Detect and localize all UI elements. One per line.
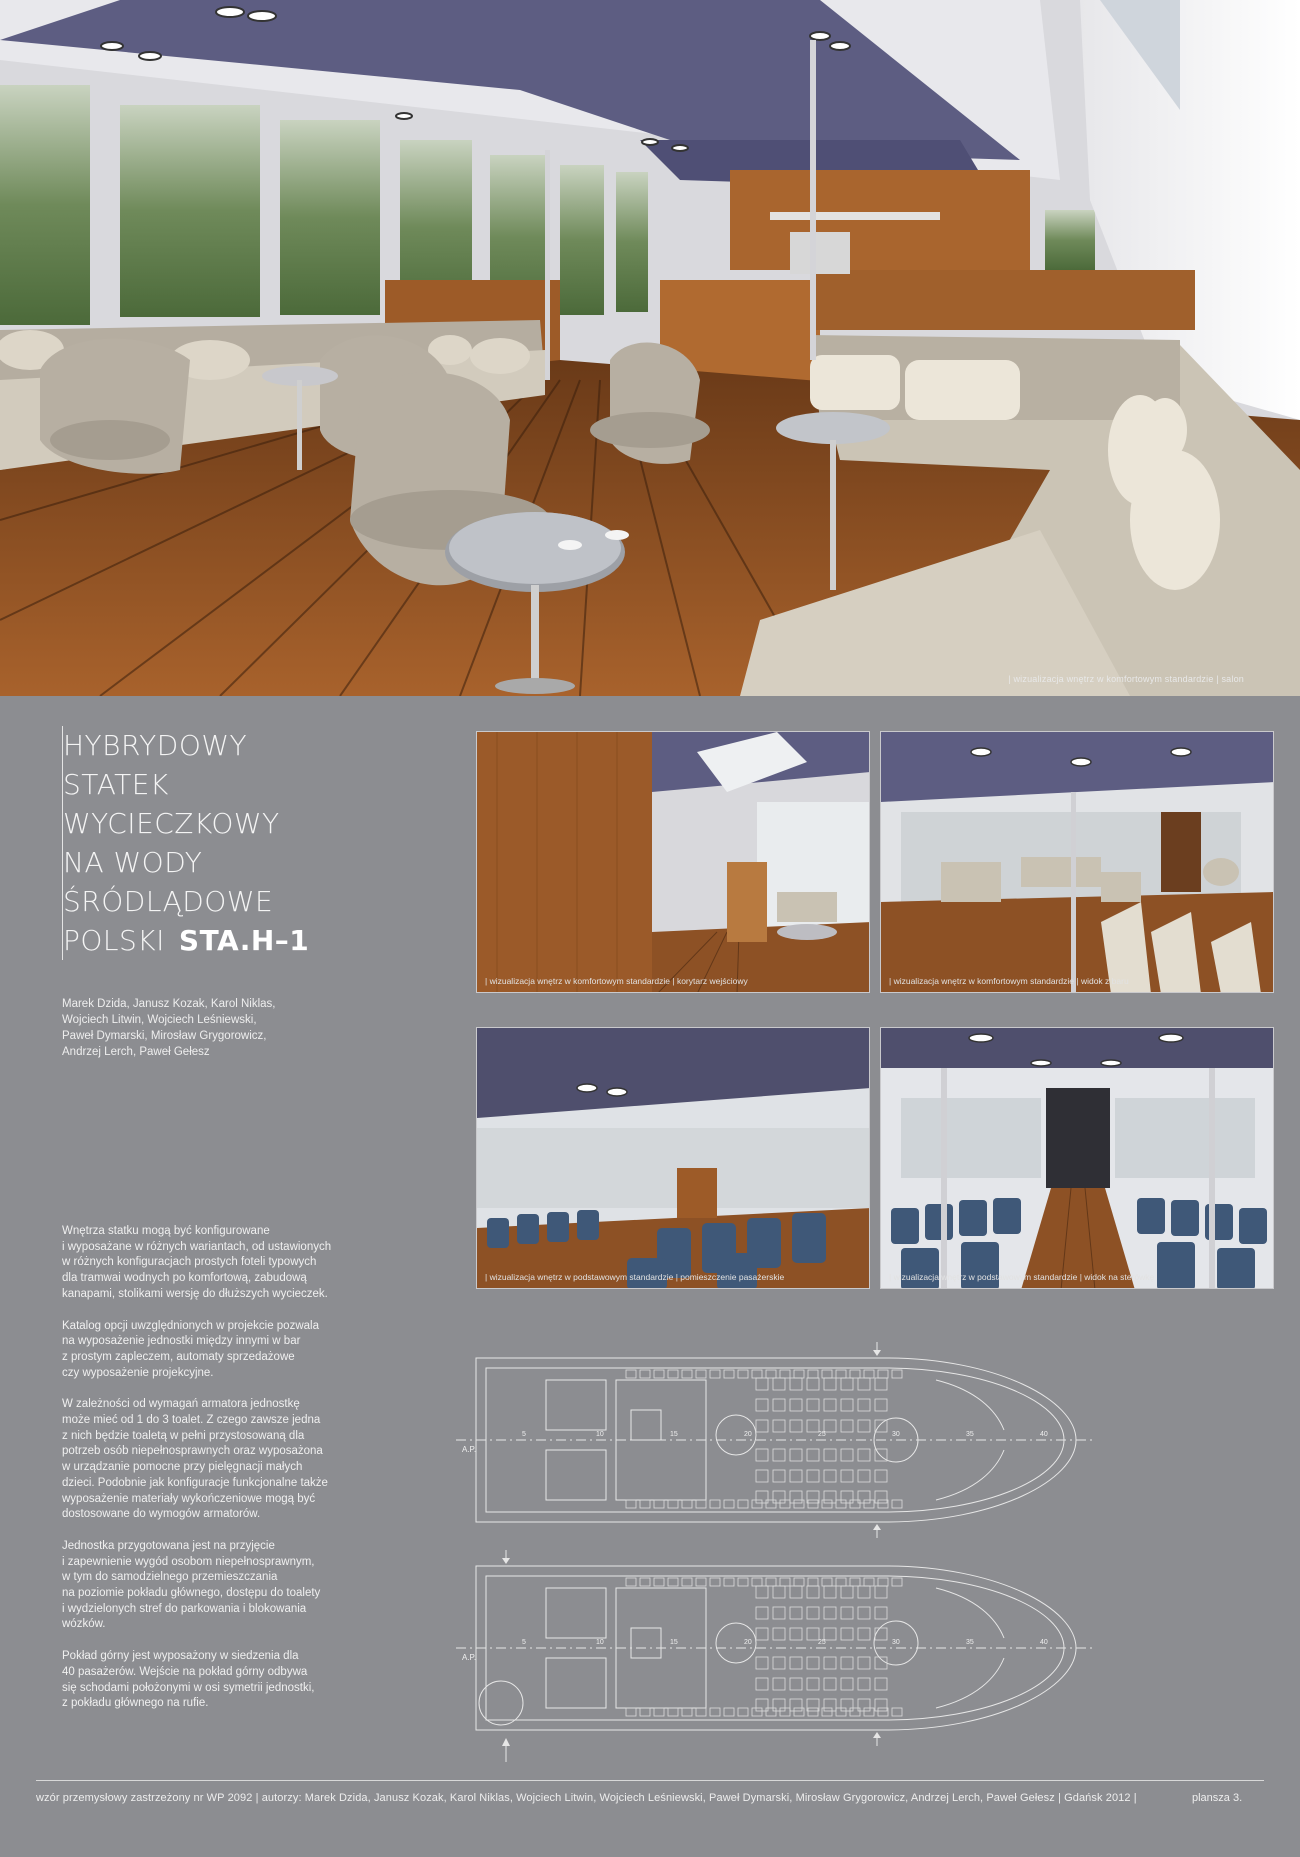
seat-symbol bbox=[858, 1678, 870, 1690]
seat-symbol bbox=[824, 1657, 836, 1669]
seat-symbol bbox=[773, 1399, 785, 1411]
seat-symbol bbox=[756, 1657, 768, 1669]
bench-seat-symbol bbox=[752, 1500, 762, 1508]
frame-number: 30 bbox=[892, 1639, 900, 1646]
corridor-illustration bbox=[477, 732, 870, 993]
bench-seat-symbol bbox=[794, 1578, 804, 1586]
authors-line: Andrzej Lerch, Paweł Gełesz bbox=[62, 1046, 210, 1058]
frame-number: 10 bbox=[596, 1639, 604, 1646]
paragraph-toilets: W zależności od wymagań armatora jednostkę może mieć od 1 do 3 toalet. Z czego zawsze jedna z nich będzie toaletą w pełni przystosowaną dla potrzeb osób niepełnosprawnych oraz wyposażona w urządzanie pomocne przy pielęgnacji małych dzieci. Podobnie jak konfiguracje funkcjonalne także wyposażenie materiały wykończeniowe mogą być dostosowane do wymogów armatorów. bbox=[62, 1398, 328, 1521]
bench-seat-symbol bbox=[668, 1708, 678, 1716]
bench-seat-symbol bbox=[696, 1578, 706, 1586]
seat-symbol bbox=[875, 1378, 887, 1390]
seat-symbol bbox=[858, 1378, 870, 1390]
bench-seat-symbol bbox=[794, 1708, 804, 1716]
seat-symbol bbox=[756, 1628, 768, 1640]
seat-symbol bbox=[824, 1628, 836, 1640]
bench-seat-symbol bbox=[682, 1708, 692, 1716]
seat-symbol bbox=[841, 1607, 853, 1619]
thumbnail-entrance-corridor bbox=[476, 731, 870, 993]
seat-symbol bbox=[841, 1449, 853, 1461]
bench-seat-symbol bbox=[738, 1500, 748, 1508]
seat-symbol bbox=[807, 1607, 819, 1619]
title-line-6 bbox=[63, 921, 422, 960]
frame-number: 40 bbox=[1040, 1431, 1048, 1438]
seat-symbol bbox=[756, 1586, 768, 1598]
footer-divider bbox=[36, 1780, 1264, 1781]
authors-list bbox=[62, 996, 322, 1060]
seat-symbol bbox=[773, 1491, 785, 1503]
seat-symbol bbox=[773, 1657, 785, 1669]
bench-seat-symbol bbox=[766, 1500, 776, 1508]
seat-symbol bbox=[875, 1586, 887, 1598]
bench-seat-symbol bbox=[850, 1500, 860, 1508]
bench-seat-symbol bbox=[640, 1708, 650, 1716]
seat-symbol bbox=[773, 1420, 785, 1432]
frame-number: 25 bbox=[818, 1639, 826, 1646]
seat-symbol bbox=[875, 1470, 887, 1482]
bench-seat-symbol bbox=[766, 1708, 776, 1716]
seat-symbol bbox=[875, 1399, 887, 1411]
bench-seat-symbol bbox=[794, 1370, 804, 1378]
bench-seat-symbol bbox=[626, 1370, 636, 1378]
thumbnail-caption: | wizualizacja wnętrz w podstawowym standardzie | pomieszczenie pasażerskie bbox=[485, 1272, 785, 1282]
seat-symbol bbox=[858, 1470, 870, 1482]
salon-illustration bbox=[0, 0, 1300, 696]
page-number: plansza 3. bbox=[1192, 1792, 1243, 1804]
bench-seat-symbol bbox=[738, 1370, 748, 1378]
seat-symbol bbox=[841, 1657, 853, 1669]
thumbnail-caption: | wizualizacja wnętrz w komfortowym standardzie | widok z baru bbox=[889, 976, 1129, 986]
bench-seat-symbol bbox=[808, 1578, 818, 1586]
thumbnail-passenger-room bbox=[476, 1027, 870, 1289]
title-line-5: ŚRÓDLĄDOWE bbox=[63, 885, 274, 918]
title-line-2: STATEK bbox=[63, 768, 169, 801]
bench-seat-symbol bbox=[780, 1578, 790, 1586]
seat-symbol bbox=[790, 1449, 802, 1461]
seat-symbol bbox=[824, 1470, 836, 1482]
bench-seat-symbol bbox=[682, 1500, 692, 1508]
hero-caption: | wizualizacja wnętrz w komfortowym standardzie | salon bbox=[1008, 674, 1244, 684]
frame-number: 5 bbox=[522, 1431, 526, 1438]
bench-seat-symbol bbox=[822, 1708, 832, 1716]
seat-symbol bbox=[773, 1699, 785, 1711]
authors-line: Wojciech Litwin, Wojciech Leśniewski, bbox=[62, 1014, 257, 1026]
seat-symbol bbox=[790, 1678, 802, 1690]
bench-seat-symbol bbox=[822, 1578, 832, 1586]
label-ap: A.P. bbox=[462, 1445, 477, 1454]
bench-seat-symbol bbox=[878, 1370, 888, 1378]
frame-number: 25 bbox=[818, 1431, 826, 1438]
frame-number: 15 bbox=[670, 1639, 678, 1646]
title-line-1: HYBRYDOWY bbox=[63, 729, 248, 762]
bench-seat-symbol bbox=[696, 1370, 706, 1378]
seat-symbol bbox=[756, 1678, 768, 1690]
seat-symbol bbox=[807, 1678, 819, 1690]
frame-number: 35 bbox=[966, 1639, 974, 1646]
passenger-room-illustration bbox=[477, 1028, 870, 1289]
bench-seat-symbol bbox=[864, 1578, 874, 1586]
bench-seat-symbol bbox=[640, 1578, 650, 1586]
seat-symbol bbox=[756, 1399, 768, 1411]
bar-view-illustration bbox=[881, 732, 1274, 993]
title-line-6-text: POLSKI bbox=[63, 924, 165, 957]
bench-seat-symbol bbox=[808, 1708, 818, 1716]
seat-symbol bbox=[824, 1491, 836, 1503]
seat-symbol bbox=[807, 1399, 819, 1411]
bench-seat-symbol bbox=[710, 1370, 720, 1378]
bench-seat-symbol bbox=[780, 1370, 790, 1378]
seat-symbol bbox=[875, 1699, 887, 1711]
deck-plan-upper bbox=[456, 1548, 1096, 1768]
bench-seat-symbol bbox=[626, 1708, 636, 1716]
title-line-3: WYCIECZKOWY bbox=[63, 807, 280, 840]
bench-seat-symbol bbox=[654, 1708, 664, 1716]
bench-seat-symbol bbox=[654, 1370, 664, 1378]
seat-symbol bbox=[773, 1470, 785, 1482]
deck-plan-main-drawing bbox=[456, 1340, 1096, 1540]
seat-symbol bbox=[790, 1699, 802, 1711]
deck-plan-upper-drawing bbox=[456, 1548, 1096, 1768]
bench-seat-symbol bbox=[640, 1370, 650, 1378]
frame-number: 10 bbox=[596, 1431, 604, 1438]
seat-symbol bbox=[841, 1586, 853, 1598]
seat-symbol bbox=[773, 1449, 785, 1461]
seat-symbol bbox=[807, 1586, 819, 1598]
frame-number: 5 bbox=[522, 1639, 526, 1646]
bench-seat-symbol bbox=[892, 1578, 902, 1586]
bench-seat-symbol bbox=[710, 1578, 720, 1586]
bench-seat-symbol bbox=[668, 1370, 678, 1378]
bench-seat-symbol bbox=[836, 1370, 846, 1378]
bench-seat-symbol bbox=[696, 1500, 706, 1508]
bench-seat-symbol bbox=[892, 1370, 902, 1378]
seat-symbol bbox=[875, 1678, 887, 1690]
seat-symbol bbox=[773, 1628, 785, 1640]
wheelhouse-view-illustration bbox=[881, 1028, 1274, 1289]
seat-symbol bbox=[790, 1491, 802, 1503]
seat-symbol bbox=[824, 1399, 836, 1411]
seat-symbol bbox=[841, 1699, 853, 1711]
footer-credits: wzór przemysłowy zastrzeżony nr WP 2092 | autorzy: Marek Dzida, Janusz Kozak, Karol Niklas, Wojciech Litwin, Wojciech Leśniewski, Paweł Dymarski, Mirosław Grygorowicz, Andrzej Lerch, Paweł Gełesz | Gdańsk 2012 | bbox=[36, 1792, 1137, 1804]
seat-symbol bbox=[756, 1378, 768, 1390]
page-title bbox=[62, 726, 422, 960]
seat-symbol bbox=[841, 1491, 853, 1503]
seat-symbol bbox=[858, 1607, 870, 1619]
bench-seat-symbol bbox=[766, 1578, 776, 1586]
seat-symbol bbox=[841, 1678, 853, 1690]
seat-symbol bbox=[756, 1470, 768, 1482]
bench-seat-symbol bbox=[892, 1708, 902, 1716]
seat-symbol bbox=[790, 1470, 802, 1482]
seat-symbol bbox=[858, 1399, 870, 1411]
seat-symbol bbox=[841, 1420, 853, 1432]
seat-symbol bbox=[807, 1699, 819, 1711]
label-ap: A.P. bbox=[462, 1653, 477, 1662]
seat-symbol bbox=[773, 1678, 785, 1690]
frame-number: 35 bbox=[966, 1431, 974, 1438]
bench-seat-symbol bbox=[878, 1708, 888, 1716]
bench-seat-symbol bbox=[864, 1370, 874, 1378]
bench-seat-symbol bbox=[724, 1500, 734, 1508]
bench-seat-symbol bbox=[738, 1708, 748, 1716]
authors-line: Paweł Dymarski, Mirosław Grygorowicz, bbox=[62, 1030, 267, 1042]
bench-seat-symbol bbox=[766, 1370, 776, 1378]
frame-number: 15 bbox=[670, 1431, 678, 1438]
thumbnail-wheelhouse-view bbox=[880, 1027, 1274, 1289]
seat-symbol bbox=[790, 1586, 802, 1598]
seat-symbol bbox=[790, 1378, 802, 1390]
deck-plan-main bbox=[456, 1340, 1096, 1540]
seat-symbol bbox=[858, 1420, 870, 1432]
seat-symbol bbox=[824, 1378, 836, 1390]
seat-symbol bbox=[824, 1607, 836, 1619]
bench-seat-symbol bbox=[850, 1370, 860, 1378]
thumbnail-caption: | wizualizacja wnętrz w komfortowym standardzie | korytarz wejściowy bbox=[485, 976, 748, 986]
seat-symbol bbox=[841, 1470, 853, 1482]
seat-symbol bbox=[807, 1657, 819, 1669]
bench-seat-symbol bbox=[878, 1500, 888, 1508]
bench-seat-symbol bbox=[850, 1578, 860, 1586]
bench-seat-symbol bbox=[864, 1708, 874, 1716]
frame-number: 20 bbox=[744, 1431, 752, 1438]
seat-symbol bbox=[790, 1399, 802, 1411]
seat-symbol bbox=[875, 1628, 887, 1640]
paragraph-upper-deck: Pokład górny jest wyposażony w siedzenia dla 40 pasażerów. Wejście na pokład górny odbywa się schodami położonymi w osi symetrii jednostki, z pokładu głównego na rufie. bbox=[62, 1650, 315, 1710]
seat-symbol bbox=[807, 1378, 819, 1390]
paragraph-accessibility: Jednostka przygotowana jest na przyjęcie i zapewnienie wygód osobom niepełnosprawnym, w tym do samodzielnego przemieszczania na poziomie pokładu głównego, dostępu do toalety i wydzielonych stref do parkowania i blokowania wózków. bbox=[62, 1539, 321, 1631]
thumbnail-bar-view bbox=[880, 731, 1274, 993]
seat-symbol bbox=[841, 1378, 853, 1390]
seat-symbol bbox=[841, 1399, 853, 1411]
frame-number: 20 bbox=[744, 1639, 752, 1646]
bench-seat-symbol bbox=[738, 1578, 748, 1586]
bench-seat-symbol bbox=[794, 1500, 804, 1508]
frame-number: 30 bbox=[892, 1431, 900, 1438]
bench-seat-symbol bbox=[668, 1578, 678, 1586]
title-line-4: NA WODY bbox=[63, 846, 203, 879]
bench-seat-symbol bbox=[808, 1370, 818, 1378]
frame-number: 40 bbox=[1040, 1639, 1048, 1646]
seat-symbol bbox=[858, 1628, 870, 1640]
project-code: STA.H–1 bbox=[178, 924, 310, 957]
seat-symbol bbox=[858, 1449, 870, 1461]
bench-seat-symbol bbox=[682, 1370, 692, 1378]
bench-seat-symbol bbox=[864, 1500, 874, 1508]
bench-seat-symbol bbox=[822, 1500, 832, 1508]
seat-symbol bbox=[824, 1699, 836, 1711]
seat-symbol bbox=[756, 1607, 768, 1619]
bench-seat-symbol bbox=[850, 1708, 860, 1716]
hero-render-salon bbox=[0, 0, 1300, 696]
seat-symbol bbox=[773, 1607, 785, 1619]
seat-symbol bbox=[790, 1420, 802, 1432]
description-text bbox=[62, 1224, 352, 1728]
bench-seat-symbol bbox=[696, 1708, 706, 1716]
bench-seat-symbol bbox=[668, 1500, 678, 1508]
seat-symbol bbox=[875, 1607, 887, 1619]
seat-symbol bbox=[858, 1586, 870, 1598]
authors-line: Marek Dzida, Janusz Kozak, Karol Niklas, bbox=[62, 998, 276, 1010]
bench-seat-symbol bbox=[878, 1578, 888, 1586]
bench-seat-symbol bbox=[892, 1500, 902, 1508]
bench-seat-symbol bbox=[724, 1708, 734, 1716]
bench-seat-symbol bbox=[724, 1370, 734, 1378]
seat-symbol bbox=[756, 1420, 768, 1432]
bench-seat-symbol bbox=[724, 1578, 734, 1586]
bench-seat-symbol bbox=[836, 1578, 846, 1586]
bench-seat-symbol bbox=[808, 1500, 818, 1508]
bench-seat-symbol bbox=[752, 1578, 762, 1586]
seat-symbol bbox=[875, 1491, 887, 1503]
seat-symbol bbox=[824, 1420, 836, 1432]
thumbnail-caption: | wizualizacja wnętrz w podstawowym standardzie | widok na sterówkę bbox=[889, 1272, 1155, 1282]
bench-seat-symbol bbox=[710, 1708, 720, 1716]
seat-symbol bbox=[790, 1657, 802, 1669]
paragraph-options: Katalog opcji uwzględnionych w projekcie pozwala na wyposażenie jednostki między innymi w bar z prostym zapleczem, automaty sprzedażowe czy wyposażenie projekcyjne. bbox=[62, 1319, 319, 1379]
bench-seat-symbol bbox=[710, 1500, 720, 1508]
paragraph-configuration: Wnętrza statku mogą być konfigurowane i wyposażane w różnych wariantach, od ustawionych w różnych konfiguracjach prostych foteli typowych dla tramwai wodnych po komfortową, zabudową kanapami, stolikami wersję do dłuższych wycieczek. bbox=[62, 1225, 332, 1300]
bench-seat-symbol bbox=[752, 1708, 762, 1716]
bench-seat-symbol bbox=[626, 1500, 636, 1508]
bench-seat-symbol bbox=[640, 1500, 650, 1508]
seat-symbol bbox=[824, 1678, 836, 1690]
seat-symbol bbox=[858, 1657, 870, 1669]
seat-symbol bbox=[824, 1586, 836, 1598]
seat-symbol bbox=[807, 1491, 819, 1503]
seat-symbol bbox=[807, 1449, 819, 1461]
seat-symbol bbox=[807, 1470, 819, 1482]
bench-seat-symbol bbox=[822, 1370, 832, 1378]
seat-symbol bbox=[773, 1586, 785, 1598]
bench-seat-symbol bbox=[626, 1578, 636, 1586]
bench-seat-symbol bbox=[654, 1578, 664, 1586]
bench-seat-symbol bbox=[752, 1370, 762, 1378]
seat-symbol bbox=[756, 1449, 768, 1461]
bench-seat-symbol bbox=[654, 1500, 664, 1508]
seat-symbol bbox=[773, 1378, 785, 1390]
seat-symbol bbox=[841, 1628, 853, 1640]
seat-symbol bbox=[790, 1628, 802, 1640]
seat-symbol bbox=[824, 1449, 836, 1461]
bench-seat-symbol bbox=[682, 1578, 692, 1586]
seat-symbol bbox=[790, 1607, 802, 1619]
